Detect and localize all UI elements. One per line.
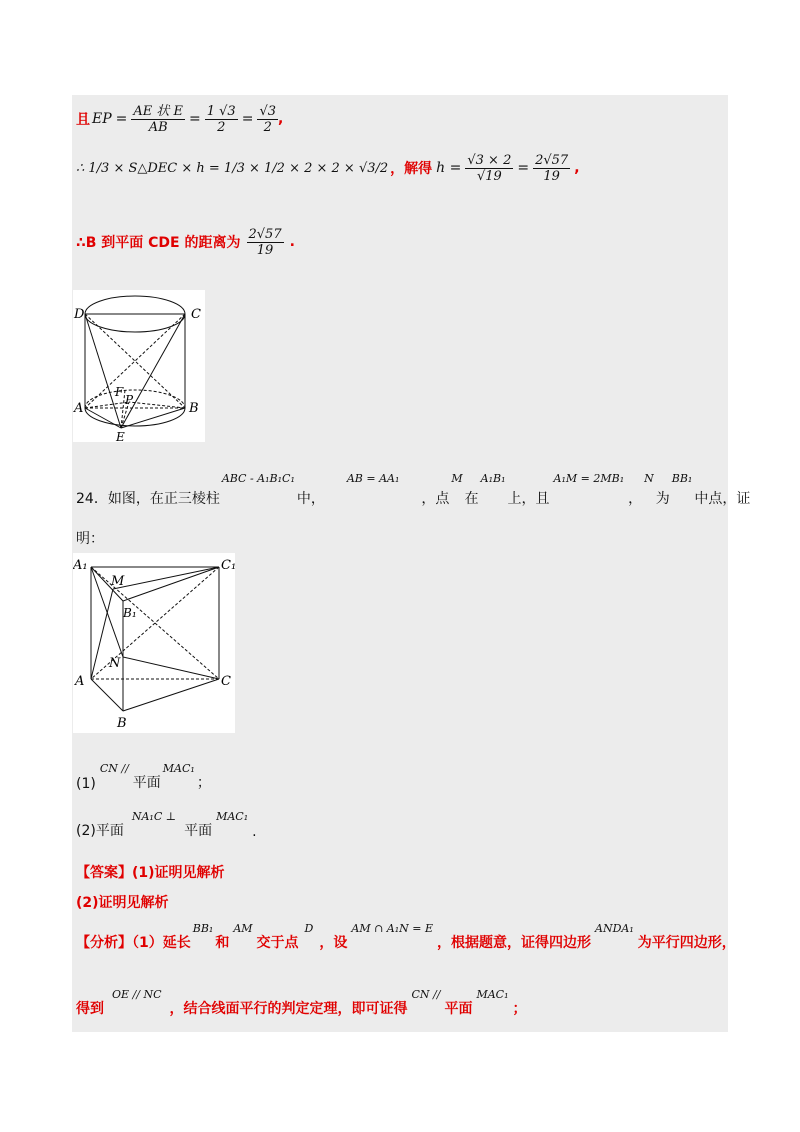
label-B: B: [117, 716, 127, 731]
label-E: E: [116, 430, 125, 442]
fraction-1: $\frac{\text{AE 状 E}}{AB}$: [133, 103, 184, 135]
label-A: A: [75, 674, 85, 689]
label-B: B: [189, 401, 199, 416]
question-24-line-2: 明：: [76, 531, 104, 547]
fraction-6: $\frac{2√57}{19}$: [248, 226, 282, 258]
label-M: M: [111, 574, 125, 589]
sub-question-2: (2)平面 NA₁C ⊥ 平面 MAC₁ .: [76, 810, 257, 840]
analysis-line-1: 【分析】（1）延长 BB₁ 和 AM 交于点 D ，设 AM ∩ A₁N = E ，根据题意，证得四边形 ANDA₁ 为平行四边形，: [76, 922, 736, 951]
label-P: P: [125, 393, 134, 407]
fraction-4: $\frac{√3 \times 2}{√19}$: [467, 152, 512, 184]
label-C1: C₁: [221, 558, 235, 573]
answer-line-2: (2)证明见解析: [76, 895, 169, 911]
fraction-2: $\frac{1 √3}{2}$: [206, 103, 236, 135]
conclusion-line: ∴B 到平面 CDE 的距离为 $\frac{2√57}{19}$ .: [76, 226, 295, 258]
sub-question-1: (1) CN // 平面 MAC₁ ；: [76, 762, 211, 792]
question-24-line-1: 24．如图，在正三棱柱 ABC - A₁B₁C₁ 中， AB = AA₁ ，点 M 在 A₁B₁ 上，且 A₁M = 2MB₁ ， N 为 BB₁ 中点，证: [76, 472, 751, 507]
label-A1: A₁: [73, 558, 88, 573]
equation-line-1: 且 EP = $\frac{\text{AE 状 E}}{AB}$ = $\frac{1 √3}{2}$ = $\frac{√3}{2}$ ,: [76, 103, 284, 135]
fraction-3: $\frac{√3}{2}$: [259, 103, 277, 135]
label-B1: B₁: [123, 606, 137, 620]
answer-line-1: 【答案】(1)证明见解析: [76, 865, 225, 881]
equation-line-2: ∴ 1/3 × S△DEC × h = 1/3 × 1/2 × 2 × 2 × √3/2 ，解得 h = $\frac{√3 \times 2}{√19}$ = $\frac{2√57}{19}$ ,: [76, 152, 580, 184]
label-N: N: [109, 656, 121, 671]
prism-figure: [73, 553, 235, 733]
analysis-line-2: 得到 OE // NC ，结合线面平行的判定定理，即可证得 CN // 平面 MAC₁ ；: [76, 988, 527, 1017]
fraction-5: $\frac{2√57}{19}$: [535, 152, 569, 184]
label-F: F: [115, 385, 124, 399]
cylinder-figure: [73, 290, 205, 442]
label-C: C: [191, 307, 201, 322]
label-C: C: [221, 674, 231, 689]
label-A: A: [74, 401, 84, 416]
label-D: D: [74, 307, 85, 322]
